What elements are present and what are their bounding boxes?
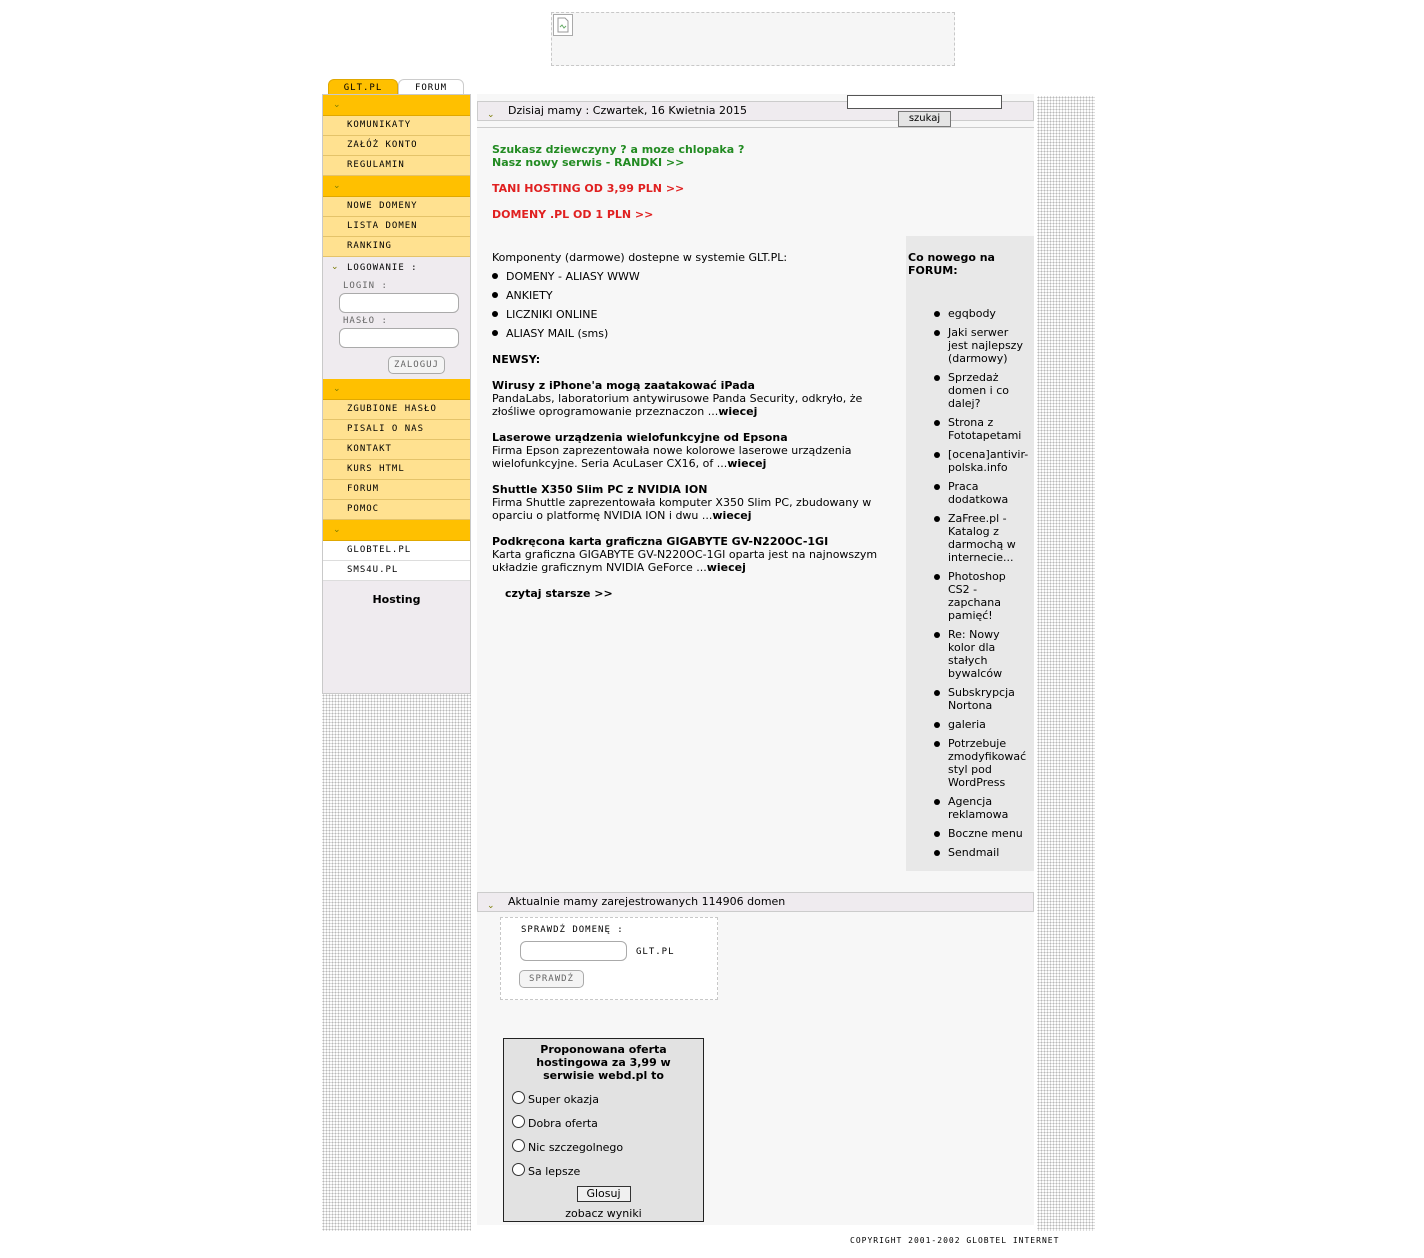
right-dotted-background	[1037, 96, 1095, 1231]
sidebar	[322, 94, 471, 694]
sidebar-item-ranking[interactable]: RANKING	[323, 237, 470, 257]
older-news-link[interactable]: czytaj starsze >>	[505, 587, 613, 600]
search-button[interactable]: szukaj	[898, 111, 951, 127]
chevron-down-icon: ⌄	[487, 110, 495, 120]
forum-topic[interactable]: Strona z Fototapetami	[906, 416, 1028, 442]
news-item	[492, 535, 892, 574]
login-form	[323, 257, 470, 379]
copyright: COPYRIGHT 2001-2002 GLOBTEL INTERNET	[850, 1236, 1060, 1245]
forum-list	[906, 307, 1034, 859]
more-link[interactable]: wiecej	[706, 561, 746, 574]
forum-panel	[906, 236, 1034, 871]
news-heading: NEWSY:	[492, 353, 541, 366]
sidebar-item-sms4u[interactable]: SMS4U.PL	[323, 561, 470, 581]
chevron-down-icon: ⌄	[333, 100, 341, 110]
password-input[interactable]	[339, 328, 459, 348]
chevron-down-icon: ⌄	[487, 901, 495, 911]
stats-bar	[477, 892, 1034, 912]
sidebar-item-regulamin[interactable]: REGULAMIN	[323, 156, 470, 176]
login-title: LOGOWANIE :	[347, 263, 418, 273]
more-link[interactable]: wiecej	[712, 509, 752, 522]
radio-button[interactable]	[512, 1139, 525, 1152]
more-link[interactable]: wiecej	[727, 457, 767, 470]
chevron-down-icon: ⌄	[333, 384, 341, 394]
forum-topic[interactable]: Jaki serwer jest najlepszy (darmowy)	[906, 326, 1028, 365]
sidebar-item-nowe-domeny[interactable]: NOWE DOMENY	[323, 197, 470, 217]
tab-forum[interactable]: FORUM	[398, 79, 464, 97]
forum-topic[interactable]: Boczne menu	[906, 827, 1034, 840]
news-title[interactable]: Podkręcona karta graficzna GIGABYTE GV-N220OC-1GI	[492, 535, 829, 548]
chevron-down-icon: ⌄	[331, 262, 339, 272]
forum-topic[interactable]: Sendmail	[906, 846, 1034, 859]
sidebar-item-pomoc[interactable]: POMOC	[323, 500, 470, 520]
components-intro: Komponenty (darmowe) dostepne w systemie GLT.PL:	[492, 251, 788, 264]
sidebar-item-komunikaty[interactable]: KOMUNIKATY	[323, 116, 470, 136]
tab-glt[interactable]: GLT.PL	[328, 79, 398, 97]
stats-text: Aktualnie mamy zarejestrowanych 114906 domen	[508, 895, 786, 908]
promo-domains-link[interactable]: DOMENY .PL OD 1 PLN >>	[492, 208, 654, 221]
password-label: HASŁO :	[343, 316, 388, 326]
radio-button[interactable]	[512, 1115, 525, 1128]
promo-randki-line1[interactable]: Szukasz dziewczyny ? a moze chlopaka ?	[492, 143, 745, 156]
forum-topic[interactable]: ZaFree.pl - Katalog z darmochą w internecie...	[906, 512, 1024, 564]
forum-heading: Co nowego na FORUM:	[908, 251, 995, 277]
news-title[interactable]: Laserowe urządzenia wielofunkcyjne od Epsona	[492, 431, 788, 444]
poll-option[interactable]: Nic szczegolnego	[504, 1136, 703, 1160]
sidebar-item-zgubione-haslo[interactable]: ZGUBIONE HASŁO	[323, 400, 470, 420]
forum-topic[interactable]: Agencja reklamowa	[906, 795, 1024, 821]
sidebar-item-zaloz-konto[interactable]: ZAŁÓŻ KONTO	[323, 136, 470, 156]
domain-check-button[interactable]: SPRAWDŹ	[519, 970, 584, 988]
domain-input[interactable]	[520, 941, 627, 961]
forum-topic[interactable]: galeria	[906, 718, 1034, 731]
sidebar-hosting-label[interactable]: Hosting	[372, 593, 421, 606]
login-label: LOGIN :	[343, 281, 388, 291]
sidebar-item-forum[interactable]: FORUM	[323, 480, 470, 500]
news-body: Firma Shuttle zaprezentowała komputer X350 Slim PC, zbudowany w oparciu o platformę NVIDIA ION i dwu ...	[492, 496, 872, 522]
forum-topic[interactable]: [ocena]antivir-polska.info	[906, 448, 1032, 474]
domain-check-form	[500, 917, 718, 1000]
news-body: Karta graficzna GIGABYTE GV-N220OC-1GI oparta jest na najnowszym układzie graficznym NVIDIA GeForce ...	[492, 548, 878, 574]
sidebar-section-header	[323, 95, 470, 116]
forum-topic[interactable]: Subskrypcja Nortona	[906, 686, 1026, 712]
news-title[interactable]: Shuttle X350 Slim PC z NVIDIA ION	[492, 483, 708, 496]
forum-topic[interactable]: Praca dodatkowa	[906, 480, 1018, 506]
sidebar-item-kurs-html[interactable]: KURS HTML	[323, 460, 470, 480]
news-body: Firma Epson zaprezentowała nowe kolorowe laserowe urządzenia wielofunkcyjne. Seria AcuLaser CX16, of ...	[492, 444, 852, 470]
sidebar-section-header	[323, 379, 470, 400]
left-dotted-background	[322, 694, 471, 1231]
forum-topic[interactable]: Sprzedaż domen i co dalej?	[906, 371, 1018, 410]
poll-results-link[interactable]: zobacz wyniki	[565, 1207, 642, 1220]
forum-topic[interactable]: egqbody	[906, 307, 1034, 320]
sidebar-section-header	[323, 176, 470, 197]
forum-topic[interactable]: Photoshop CS2 - zapchana pamięć!	[906, 570, 1008, 622]
poll-option[interactable]: Super okazja	[504, 1088, 703, 1112]
radio-button[interactable]	[512, 1091, 525, 1104]
news-item	[492, 483, 892, 522]
news-title[interactable]: Wirusy z iPhone'a mogą zaatakować iPada	[492, 379, 755, 392]
sidebar-section-header	[323, 520, 470, 541]
poll-option[interactable]: Sa lepsze	[504, 1160, 703, 1184]
sidebar-item-kontakt[interactable]: KONTAKT	[323, 440, 470, 460]
forum-topic[interactable]: Potrzebuje zmodyfikować styl pod WordPress	[906, 737, 1032, 789]
list-item: ANKIETY	[492, 286, 872, 305]
news-item	[492, 431, 892, 470]
sidebar-item-globtel[interactable]: GLOBTEL.PL	[323, 541, 470, 561]
promo-hosting-link[interactable]: TANI HOSTING OD 3,99 PLN >>	[492, 182, 685, 195]
chevron-down-icon: ⌄	[333, 181, 341, 191]
list-item: LICZNIKI ONLINE	[492, 305, 872, 324]
poll-question: Proponowana oferta hostingowa za 3,99 w serwisie webd.pl to	[536, 1043, 671, 1082]
more-link[interactable]: wiecej	[718, 405, 758, 418]
date-text: Dzisiaj mamy : Czwartek, 16 Kwietnia 2015	[508, 104, 748, 117]
sidebar-item-lista-domen[interactable]: LISTA DOMEN	[323, 217, 470, 237]
banner-ad[interactable]	[551, 12, 955, 66]
poll-option[interactable]: Dobra oferta	[504, 1112, 703, 1136]
vote-button[interactable]: Glosuj	[577, 1186, 631, 1202]
broken-image-icon	[553, 14, 573, 36]
sidebar-item-pisali-o-nas[interactable]: PISALI O NAS	[323, 420, 470, 440]
news-body: PandaLabs, laboratorium antywirusowe Panda Security, odkryło, że złośliwe oprogramowanie przeznaczon ...	[492, 392, 863, 418]
login-button[interactable]: ZALOGUJ	[388, 356, 445, 374]
list-item: DOMENY - ALIASY WWW	[492, 267, 872, 286]
components-list	[492, 267, 872, 343]
forum-topic[interactable]: Re: Nowy kolor dla stałych bywalców	[906, 628, 1008, 680]
promo-randki-link[interactable]: Nasz nowy serwis - RANDKI >>	[492, 156, 685, 169]
login-input[interactable]	[339, 293, 459, 313]
poll-box	[503, 1038, 704, 1222]
news-item	[492, 379, 892, 418]
domain-suffix: GLT.PL	[636, 947, 675, 957]
radio-button[interactable]	[512, 1163, 525, 1176]
list-item: ALIASY MAIL (sms)	[492, 324, 872, 343]
search-input[interactable]	[847, 95, 1002, 109]
date-bar-underline	[477, 127, 1034, 128]
domain-check-label: SPRAWDŹ DOMENĘ :	[521, 925, 624, 935]
chevron-down-icon: ⌄	[333, 525, 341, 535]
